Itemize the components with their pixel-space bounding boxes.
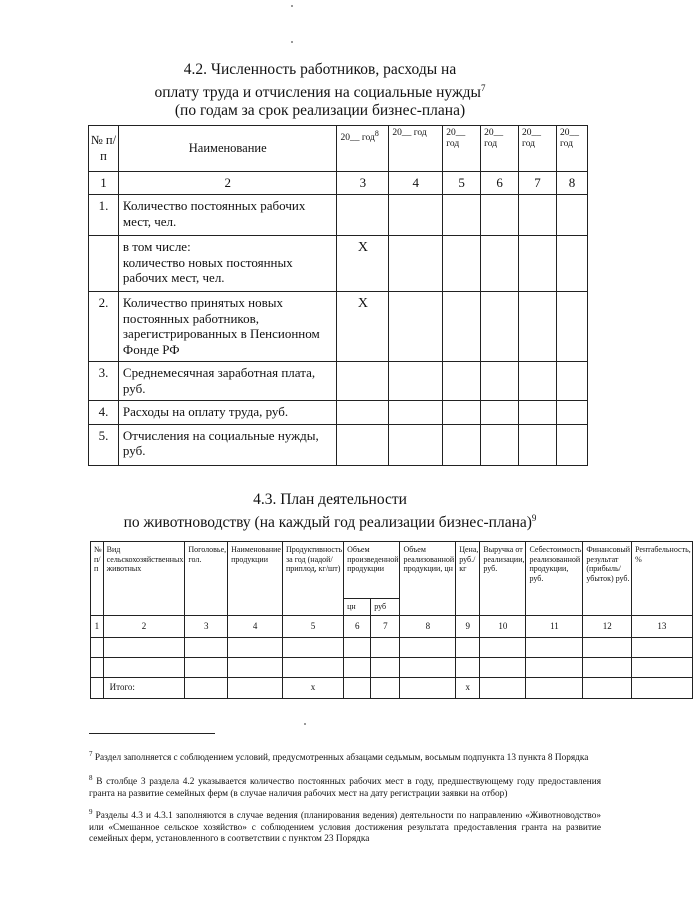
footnote-9: $^9$ Разделы 4.3 и 4.3.1 заполняются в случае ведения (планирования ведения) деятельности по направлению «Животноводство» или «Смешанное сельское хозяйство» с соблюдением условия достижения результата предоставления гранта на развитие семейных ферм, установленного в соответствии с пунктом 23 Порядка (89, 808, 601, 845)
input-cell[interactable] (185, 678, 228, 699)
col-number: 9 (456, 616, 480, 638)
header-num: № п/п (91, 542, 104, 616)
input-cell[interactable] (344, 678, 371, 699)
input-cell[interactable] (389, 292, 443, 362)
input-cell[interactable] (519, 424, 557, 465)
header-headcount: Поголовье, гол. (185, 542, 228, 616)
section-43-title-line2: по животноводству (на каждый год реализации бизнес-плана)$^9$ (123, 513, 537, 532)
input-cell[interactable] (526, 658, 583, 678)
col-number: 1 (89, 172, 119, 195)
x-mark: Х (337, 236, 389, 292)
input-cell[interactable] (519, 292, 557, 362)
header-num: № п/п (89, 126, 119, 172)
input-cell[interactable] (443, 195, 481, 236)
header-year4: 20__ год (481, 126, 519, 172)
footnote-separator (89, 733, 215, 734)
table-row (89, 401, 588, 425)
col-number: 12 (583, 616, 632, 638)
col-number-row (89, 172, 588, 195)
input-cell[interactable] (91, 678, 104, 699)
row-num: 2. (89, 292, 119, 362)
input-cell[interactable] (228, 658, 283, 678)
input-cell[interactable] (337, 195, 389, 236)
header-year6: 20__ год (556, 126, 587, 172)
input-cell[interactable] (91, 638, 104, 658)
input-cell[interactable] (400, 678, 456, 699)
input-cell[interactable] (91, 658, 104, 678)
input-cell[interactable] (371, 678, 400, 699)
col-number: 6 (344, 616, 371, 638)
footnote-ref-7[interactable]: 7 (480, 83, 486, 93)
input-cell[interactable] (344, 638, 371, 658)
livestock-plan-table (90, 541, 693, 699)
header-row (89, 126, 588, 172)
input-cell[interactable] (282, 658, 343, 678)
input-cell[interactable] (632, 638, 693, 658)
input-cell[interactable] (443, 236, 481, 292)
staff-table (88, 125, 588, 466)
input-cell[interactable] (481, 195, 519, 236)
header-year3: 20__ год (443, 126, 481, 172)
input-cell[interactable] (371, 638, 400, 658)
input-cell[interactable] (443, 424, 481, 465)
input-cell[interactable] (337, 362, 389, 401)
input-cell[interactable] (481, 424, 519, 465)
x-mark: Х (337, 292, 389, 362)
table-row (89, 292, 588, 362)
scan-mark (291, 5, 293, 7)
input-cell[interactable] (556, 195, 587, 236)
input-cell[interactable] (526, 678, 583, 699)
input-cell[interactable] (389, 424, 443, 465)
header-name: Наименование (118, 126, 337, 172)
col-number-row (91, 616, 693, 638)
footnote-8: $^8$ В столбце 3 раздела 4.2 указывается количество постоянных рабочих мест в году, предшествующему году предоставления гранта на развитие семейных ферм (в случае наличия рабочих мест на дату регистрации заявки на отбор) (89, 774, 602, 799)
col-number: 4 (228, 616, 283, 638)
row-name: Расходы на оплату труда, руб. (118, 401, 337, 425)
input-cell[interactable] (556, 236, 587, 292)
input-cell[interactable] (443, 362, 481, 401)
input-cell[interactable] (481, 236, 519, 292)
col-number: 8 (556, 172, 587, 195)
x-mark: х (456, 678, 480, 699)
input-cell[interactable] (519, 236, 557, 292)
input-cell[interactable] (583, 638, 632, 658)
row-num: 3. (89, 362, 119, 401)
row-num: 5. (89, 424, 119, 465)
input-cell[interactable] (632, 658, 693, 678)
input-cell[interactable] (632, 678, 693, 699)
input-cell[interactable] (583, 658, 632, 678)
header-revenue: Выручка от реализации, руб. (480, 542, 526, 616)
col-number: 5 (443, 172, 481, 195)
input-cell[interactable] (556, 292, 587, 362)
header-row (91, 542, 693, 599)
scan-mark (304, 723, 306, 725)
input-cell[interactable] (556, 401, 587, 425)
table-row (89, 424, 588, 465)
section-42-title-line2: оплату труда и отчисления на социальные нужды$^7$ (154, 83, 486, 102)
table-row (89, 362, 588, 401)
footnote-7: $^7$ Раздел заполняется с соблюдением условий, предусмотренных абзацами седьмым, восьмым подпункта 13 пункта 8 Порядка (89, 750, 589, 764)
input-cell[interactable] (228, 638, 283, 658)
input-cell[interactable] (443, 401, 481, 425)
header-volume-rub: руб (371, 599, 400, 616)
input-cell[interactable] (456, 658, 480, 678)
col-number: 2 (118, 172, 337, 195)
col-number: 7 (519, 172, 557, 195)
header-volume-cn: цн (344, 599, 371, 616)
col-number: 2 (103, 616, 185, 638)
col-number: 10 (480, 616, 526, 638)
header-year1: 20__ год$^8$ (337, 126, 389, 172)
header-product-name: Наименование продукции (228, 542, 283, 616)
input-cell[interactable] (389, 195, 443, 236)
section-42-title-line1: 4.2. Численность работников, расходы на (183, 61, 457, 78)
input-cell[interactable] (228, 678, 283, 699)
input-cell[interactable] (389, 236, 443, 292)
row-name: Отчисления на социальные нужды, руб. (118, 424, 337, 465)
input-cell[interactable] (556, 424, 587, 465)
table-row (89, 236, 588, 292)
table-row (89, 195, 588, 236)
input-cell[interactable] (185, 638, 228, 658)
header-cost: Себестоимость реализованной продукции, руб. (526, 542, 583, 616)
header-productivity: Продуктивность за год (надой/приплод, кг/шт) (282, 542, 343, 616)
input-cell[interactable] (400, 638, 456, 658)
row-num (89, 236, 119, 292)
col-number: 8 (400, 616, 456, 638)
header-volume: Объем произведенной продукции (344, 542, 400, 599)
input-cell[interactable] (371, 658, 400, 678)
input-cell[interactable] (480, 658, 526, 678)
header-fin-result: Финансовый результат (прибыль/убыток) руб. (583, 542, 632, 616)
col-number: 5 (282, 616, 343, 638)
row-name: Среднемесячная заработная плата, руб. (118, 362, 337, 401)
input-cell[interactable] (443, 292, 481, 362)
input-cell[interactable] (480, 638, 526, 658)
col-number: 1 (91, 616, 104, 638)
input-cell[interactable] (481, 401, 519, 425)
input-cell[interactable] (344, 658, 371, 678)
col-number: 4 (389, 172, 443, 195)
input-cell[interactable] (583, 678, 632, 699)
row-name: в том числе: количество новых постоянных рабочих мест, чел. (118, 236, 337, 292)
input-cell[interactable] (526, 638, 583, 658)
col-number: 13 (632, 616, 693, 638)
section-42-title-line3: (по годам за срок реализации бизнес-плана) (174, 102, 466, 120)
col-number: 3 (185, 616, 228, 638)
header-price: Цена, руб./кг (456, 542, 480, 616)
header-year5: 20__ год (519, 126, 557, 172)
input-cell[interactable] (337, 401, 389, 425)
col-number: 3 (337, 172, 389, 195)
input-cell[interactable] (389, 362, 443, 401)
scan-mark (291, 41, 293, 43)
section-42-title (130, 61, 510, 120)
header-profitability: Рентабельность, % (632, 542, 693, 616)
section-43-title (120, 491, 540, 532)
input-cell[interactable] (481, 362, 519, 401)
table-row (91, 658, 693, 678)
col-number: 7 (371, 616, 400, 638)
header-sold: Объем реализованной продукции, цн (400, 542, 456, 616)
row-name: Количество принятых новых постоянных работников, зарегистрированных в Пенсионном Фонде РФ (118, 292, 337, 362)
input-cell[interactable] (519, 401, 557, 425)
section-43-title-line1: 4.3. План деятельности (253, 491, 407, 508)
input-cell[interactable] (282, 638, 343, 658)
input-cell[interactable] (456, 638, 480, 658)
total-label: Итого: (103, 678, 185, 699)
header-kind: Вид сельскохозяйственных животных (103, 542, 185, 616)
col-number: 6 (481, 172, 519, 195)
row-num: 4. (89, 401, 119, 425)
footnote-ref-9[interactable]: 9 (531, 513, 537, 523)
input-cell[interactable] (556, 362, 587, 401)
x-mark: х (282, 678, 343, 699)
row-num: 1. (89, 195, 119, 236)
input-cell[interactable] (400, 658, 456, 678)
col-number: 11 (526, 616, 583, 638)
header-year2: 20__ год (389, 126, 443, 172)
table-row (91, 638, 693, 658)
input-cell[interactable] (103, 658, 185, 678)
row-name: Количество постоянных рабочих мест, чел. (118, 195, 337, 236)
total-row (91, 678, 693, 699)
input-cell[interactable] (185, 658, 228, 678)
input-cell[interactable] (481, 292, 519, 362)
input-cell[interactable] (519, 195, 557, 236)
input-cell[interactable] (103, 638, 185, 658)
input-cell[interactable] (480, 678, 526, 699)
input-cell[interactable] (519, 362, 557, 401)
input-cell[interactable] (337, 424, 389, 465)
input-cell[interactable] (389, 401, 443, 425)
